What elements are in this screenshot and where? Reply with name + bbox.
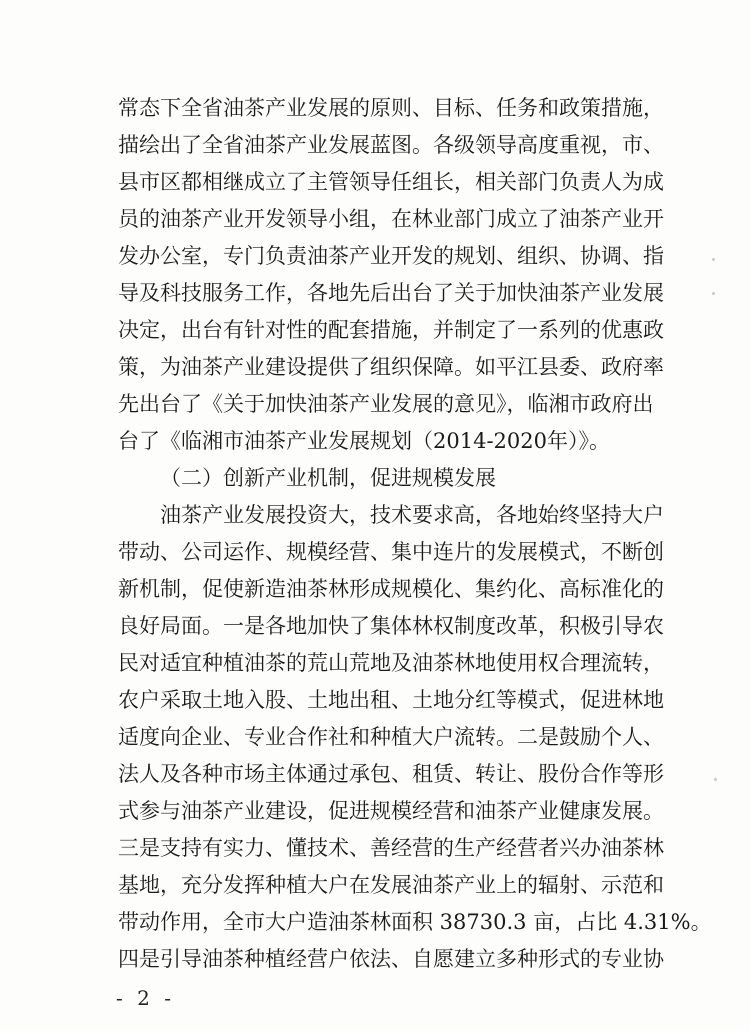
body-text-line: 策，为油茶产业建设提供了组织保障。如平江县委、政府率 bbox=[118, 355, 664, 379]
body-text-line: 决定，出台有针对性的配套措施，并制定了一系列的优惠政 bbox=[118, 318, 664, 342]
body-text-line: 描绘出了全省油茶产业发展蓝图。各级领导高度重视，市、 bbox=[118, 133, 664, 157]
scan-speck bbox=[712, 292, 715, 295]
body-text-line: 三是支持有实力、懂技术、善经营的生产经营者兴办油茶林 bbox=[118, 836, 664, 860]
body-text-line: 带动、公司运作、规模经营、集中连片的发展模式，不断创 bbox=[118, 540, 664, 564]
body-text-line: 台了《临湘市油茶产业发展规划（2014-2020年）》。 bbox=[118, 429, 610, 453]
body-text-line: 基地，充分发挥种植大户在发展油茶产业上的辐射、示范和 bbox=[118, 873, 664, 897]
body-text-line: 式参与油茶产业建设，促进规模经营和油茶产业健康发展。 bbox=[118, 799, 664, 823]
body-text-line: 法人及各种市场主体通过承包、租赁、转让、股份合作等形 bbox=[118, 762, 664, 786]
body-text-line: 新机制，促使新造油茶林形成规模化、集约化、高标准化的 bbox=[118, 577, 664, 601]
body-text-line: 员的油茶产业开发领导小组，在林业部门成立了油茶产业开 bbox=[118, 207, 664, 231]
body-text-line: 良好局面。一是各地加快了集体林权制度改革，积极引导农 bbox=[118, 614, 664, 638]
body-text-line: 农户采取土地入股、土地出租、土地分红等模式，促进林地 bbox=[118, 688, 664, 712]
body-text-line: 常态下全省油茶产业发展的原则、目标、任务和政策措施， bbox=[118, 96, 664, 120]
body-text-line: 先出台了《关于加快油茶产业发展的意见》，临湘市政府出 bbox=[118, 392, 654, 416]
body-text-line: 适度向企业、专业合作社和种植大户流转。二是鼓励个人、 bbox=[118, 725, 664, 749]
body-text-line: 带动作用，全市大户造油茶林面积 38730.3 亩，占比 4.31%。 bbox=[118, 910, 712, 934]
page-number: - 2 - bbox=[116, 986, 175, 1010]
scan-speck bbox=[712, 258, 715, 261]
section-heading: （二）创新产业机制，促进规模发展 bbox=[160, 466, 496, 490]
body-text-line: 导及科技服务工作，各地先后出台了关于加快油茶产业发展 bbox=[118, 281, 664, 305]
body-text-line: 四是引导油茶种植经营户依法、自愿建立多种形式的专业协 bbox=[118, 947, 664, 971]
body-text-line: 民对适宜种植油茶的荒山荒地及油茶林地使用权合理流转， bbox=[118, 651, 664, 675]
body-text-line: 县市区都相继成立了主管领导任组长，相关部门负责人为成 bbox=[118, 170, 664, 194]
paragraph-first-line: 油茶产业发展投资大，技术要求高，各地始终坚持大户 bbox=[160, 503, 664, 527]
scan-speck bbox=[714, 778, 717, 781]
body-text-line: 发办公室，专门负责油茶产业开发的规划、组织、协调、指 bbox=[118, 244, 664, 268]
